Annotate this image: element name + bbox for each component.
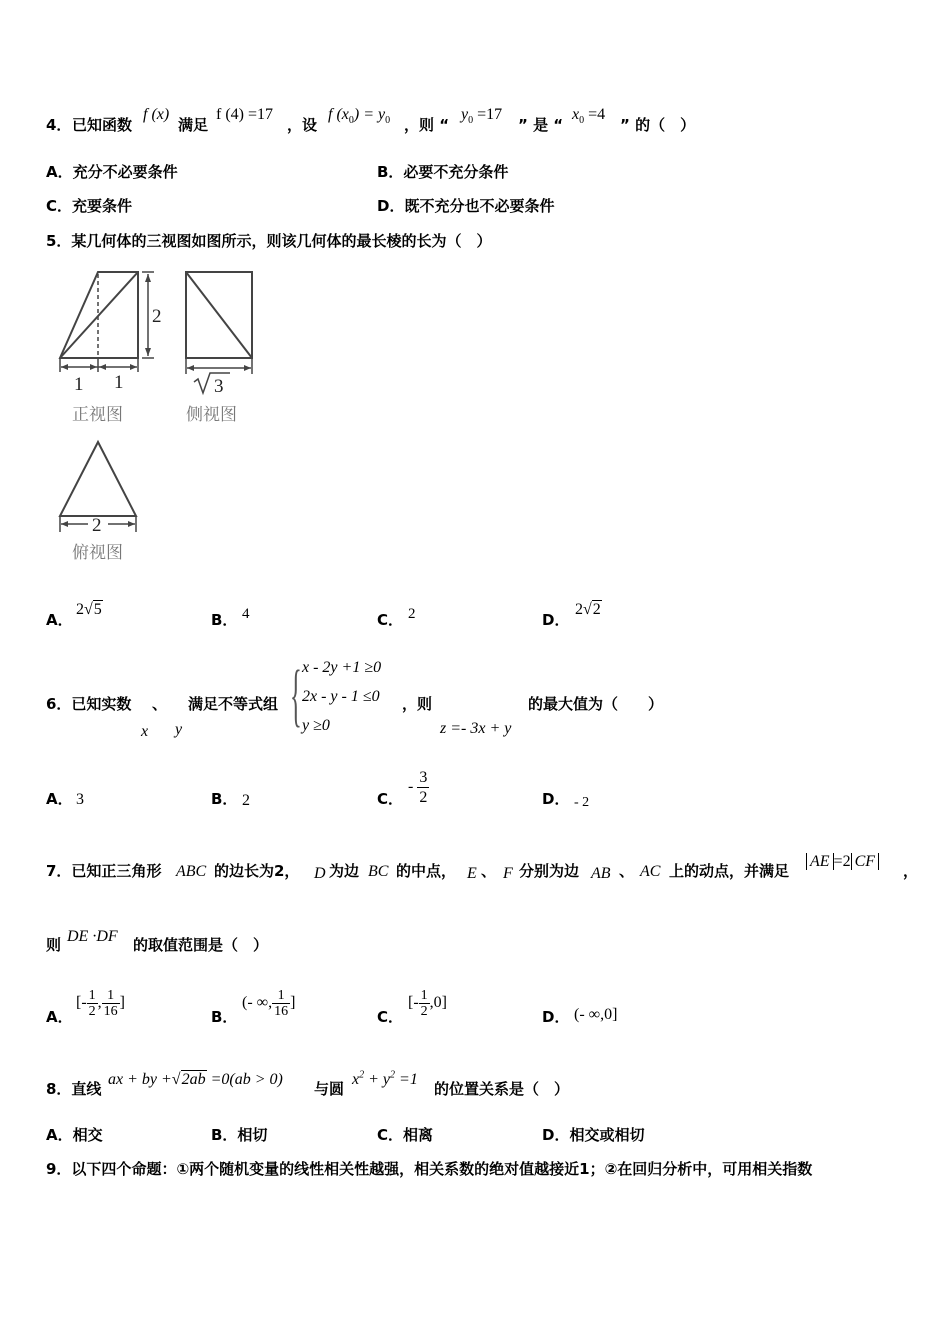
q8-option-c[interactable]: C．相离 <box>377 1126 434 1144</box>
q5-b-value: 4 <box>242 606 250 622</box>
q7-abc: ABC <box>176 863 207 880</box>
q6-text-1: 6．已知实数 <box>46 695 132 713</box>
q5-a-value: 2√5 <box>76 601 102 618</box>
q6-option-c[interactable]: C． <box>377 790 404 808</box>
dim-label-2: 2 <box>152 306 162 327</box>
q6-a-value: 3 <box>76 791 84 808</box>
q4-text-6: ” 的（ ） <box>620 116 696 134</box>
q4-y0: $y_0 =17$ <box>461 106 503 127</box>
q6-ineq-1: x - 2y +1 ≥0 <box>302 659 382 676</box>
q6-var-y: y <box>175 721 183 738</box>
q6-text-3: ，则 <box>402 695 433 713</box>
q6-ineq-2: 2x - y - 1 ≤0 <box>302 688 380 705</box>
q7-c-value: [- $\frac{1}{2}$ ,0] <box>408 988 447 1019</box>
q5-option-a[interactable]: A． <box>46 611 73 629</box>
q7-option-b[interactable]: B． <box>211 1008 238 1026</box>
q6-option-b[interactable]: B． <box>211 790 238 808</box>
q6-c-value: - $\frac{3}{2}$ <box>408 769 428 806</box>
q6-option-d[interactable]: D． <box>542 790 570 808</box>
dim-label-sqrt3: 3 <box>214 376 224 397</box>
q8-circle-eq: $x^2 + y^2 =1$ <box>352 1069 418 1088</box>
three-view-figure <box>50 262 280 572</box>
q4-f4: f (4) =17 <box>216 106 274 123</box>
q7-condition: AE =2 CF <box>806 852 879 872</box>
q4-text-5: ” 是 “ <box>518 116 564 134</box>
q7-dot-product: DE ·DF <box>67 928 118 945</box>
q7-bc: BC <box>368 863 389 880</box>
q7-d-value: (- ∞,0] <box>574 1006 618 1023</box>
q7-option-a[interactable]: A． <box>46 1008 73 1026</box>
q4-option-b[interactable]: B．必要不充分条件 <box>377 163 509 181</box>
q5-option-d[interactable]: D． <box>542 611 570 629</box>
q7-option-d[interactable]: D． <box>542 1008 570 1026</box>
q5-option-c[interactable]: C． <box>377 611 404 629</box>
q4-text-1: 已知函数 <box>72 116 133 134</box>
q6-var-x: x <box>141 723 149 740</box>
side-view-caption: 侧视图 <box>186 405 237 425</box>
q9-stem: 9．以下四个命题：①两个随机变量的线性相关性越强，相关系数的绝对值越接近1；②在回归分析中，可用相关指数 <box>46 1160 813 1178</box>
q7-option-c[interactable]: C． <box>377 1008 404 1026</box>
q5-stem: 5．某几何体的三视图如图所示，则该几何体的最长棱的长为（ ） <box>46 232 492 250</box>
q5-c-value: 2 <box>408 606 416 622</box>
q7-text-2: 的边长为2， <box>214 862 300 880</box>
dim-label-1a: 1 <box>74 374 84 395</box>
q8-text-2: 与圆 <box>314 1080 345 1098</box>
q8-line-eq: ax + by +√2ab =0(ab > 0) <box>108 1071 283 1088</box>
q7-text-6: 分别为边 <box>519 862 580 880</box>
q7-ac: AC <box>640 863 661 880</box>
q4-number: 4． <box>46 116 72 134</box>
q6-b-value: 2 <box>242 792 250 809</box>
q4-option-d[interactable]: D．既不充分也不必要条件 <box>377 197 555 215</box>
dim-label-top2: 2 <box>92 515 102 536</box>
q7-text-9: ， <box>903 862 919 880</box>
q6-ineq-3: y ≥0 <box>302 717 330 734</box>
q7-then: 则 <box>46 936 62 954</box>
front-view-caption: 正视图 <box>72 405 123 425</box>
q7-a-value: [- $\frac{1}{2}$ , $\frac{1}{16}$ ] <box>76 988 125 1019</box>
q6-objective: z =- 3x + y <box>440 720 512 737</box>
q8-option-d[interactable]: D．相交或相切 <box>542 1126 645 1144</box>
q7-text-3: 为边 <box>329 862 360 880</box>
q7-text-4: 的中点， <box>396 862 457 880</box>
q6-brace: { <box>290 657 302 734</box>
q8-text-1: 8．直线 <box>46 1080 102 1098</box>
q4-option-c[interactable]: C．充要条件 <box>46 197 133 215</box>
dim-label-1b: 1 <box>114 372 124 393</box>
q4-fx: f (x) <box>143 106 170 123</box>
q7-text-10: 的取值范围是（ ） <box>133 936 269 954</box>
q6-text-2: 满足不等式组 <box>188 695 279 713</box>
q7-b-value: (- ∞, $\frac{1}{16}$ ] <box>242 988 296 1019</box>
q7-text-8: 上的动点，并满足 <box>669 862 790 880</box>
q5-d-value: 2√2 <box>575 601 601 618</box>
q8-option-a[interactable]: A．相交 <box>46 1126 103 1144</box>
q8-text-3: 的位置关系是（ ） <box>434 1080 570 1098</box>
q7-text-1: 7．已知正三角形 <box>46 862 162 880</box>
q7-ab: AB <box>591 865 611 882</box>
q7-text-5: 、 <box>481 862 497 880</box>
q7-d: D <box>314 865 326 882</box>
side-view <box>186 272 252 393</box>
q4-text-4: ，则 “ <box>404 116 450 134</box>
q6-sep: 、 <box>152 695 168 713</box>
q8-option-b[interactable]: B．相切 <box>211 1126 268 1144</box>
q4-text-2: 满足 <box>178 116 209 134</box>
q6-d-value: - 2 <box>574 795 590 810</box>
q6-option-a[interactable]: A． <box>46 790 73 808</box>
q7-text-7: 、 <box>619 862 635 880</box>
q4-x0: $x_0 =4$ <box>572 106 606 127</box>
q4-option-a[interactable]: A．充分不必要条件 <box>46 163 178 181</box>
q4-text-3: ，设 <box>287 116 318 134</box>
front-view <box>60 272 154 372</box>
q4-fx0: f $(x_0) = y_0$ <box>328 106 391 127</box>
q7-e: E <box>467 865 477 882</box>
q7-f: F <box>503 865 513 882</box>
top-view-caption: 俯视图 <box>72 543 123 563</box>
q6-text-4: 的最大值为（ ） <box>528 695 664 713</box>
q5-option-b[interactable]: B． <box>211 611 238 629</box>
